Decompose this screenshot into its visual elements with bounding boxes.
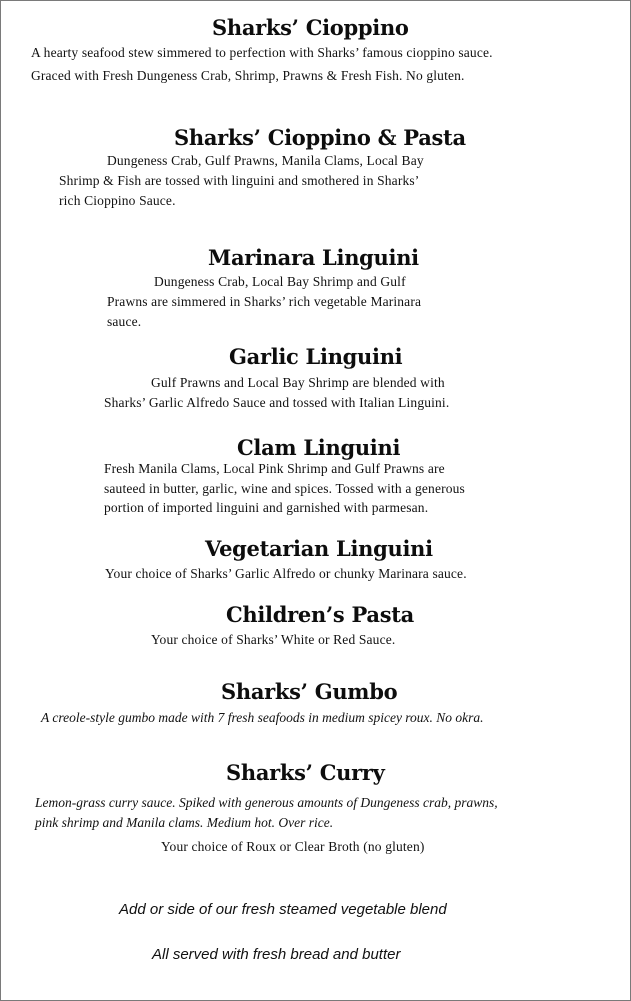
cioppino-desc-line-1: A hearty seafood stew simmered to perfection with Sharks’ famous cioppino sauce. bbox=[31, 45, 493, 60]
curry-title: Sharks’ Curry bbox=[226, 760, 385, 785]
children-title: Children’s Pasta bbox=[226, 602, 414, 627]
cioppino-title: Sharks’ Cioppino bbox=[212, 15, 409, 40]
side-vegetable-note: Add or side of our fresh steamed vegetable blend bbox=[119, 901, 447, 918]
cioppino-pasta-desc-line-2: Shrimp & Fish are tossed with linguini and smothered in Sharks’ bbox=[59, 173, 420, 188]
clam-desc-line-2: sauteed in butter, garlic, wine and spices. Tossed with a generous bbox=[104, 481, 465, 496]
clam-desc-line-1: Fresh Manila Clams, Local Pink Shrimp and Gulf Prawns are bbox=[104, 461, 445, 476]
children-desc-line-1: Your choice of Sharks’ White or Red Sauce. bbox=[151, 632, 396, 647]
marinara-desc-line-2: Prawns are simmered in Sharks’ rich vegetable Marinara bbox=[107, 294, 422, 309]
gumbo-desc-line-1: A creole-style gumbo made with 7 fresh seafoods in medium spicey roux. No okra. bbox=[41, 710, 484, 725]
garlic-title: Garlic Linguini bbox=[229, 344, 403, 369]
cioppino-pasta-desc-line-1: Dungeness Crab, Gulf Prawns, Manila Clams, Local Bay bbox=[107, 153, 424, 168]
vegetarian-desc-line-1: Your choice of Sharks’ Garlic Alfredo or chunky Marinara sauce. bbox=[105, 566, 467, 581]
garlic-desc-line-2: Sharks’ Garlic Alfredo Sauce and tossed with Italian Linguini. bbox=[104, 395, 450, 410]
clam-desc-line-3: portion of imported linguini and garnished with parmesan. bbox=[104, 500, 429, 515]
clam-title: Clam Linguini bbox=[237, 435, 401, 460]
marinara-desc-line-1: Dungeness Crab, Local Bay Shrimp and Gulf bbox=[154, 274, 406, 289]
vegetarian-title: Vegetarian Linguini bbox=[205, 536, 433, 561]
cioppino-pasta-title: Sharks’ Cioppino & Pasta bbox=[174, 125, 466, 150]
marinara-title: Marinara Linguini bbox=[208, 245, 419, 270]
gumbo-title: Sharks’ Gumbo bbox=[221, 679, 398, 704]
garlic-desc-line-1: Gulf Prawns and Local Bay Shrimp are blended with bbox=[151, 375, 445, 390]
cioppino-desc-line-2: Graced with Fresh Dungeness Crab, Shrimp, Prawns & Fresh Fish. No gluten. bbox=[31, 68, 465, 83]
marinara-desc-line-3: sauce. bbox=[107, 314, 142, 329]
curry-desc-line-2: pink shrimp and Manila clams. Medium hot. Over rice. bbox=[35, 815, 334, 830]
cioppino-pasta-desc-line-3: rich Cioppino Sauce. bbox=[59, 193, 176, 208]
curry-desc-line-1: Lemon-grass curry sauce. Spiked with generous amounts of Dungeness crab, prawns, bbox=[35, 795, 498, 810]
bread-butter-note: All served with fresh bread and butter bbox=[152, 946, 401, 963]
curry-note: Your choice of Roux or Clear Broth (no gluten) bbox=[161, 839, 425, 854]
